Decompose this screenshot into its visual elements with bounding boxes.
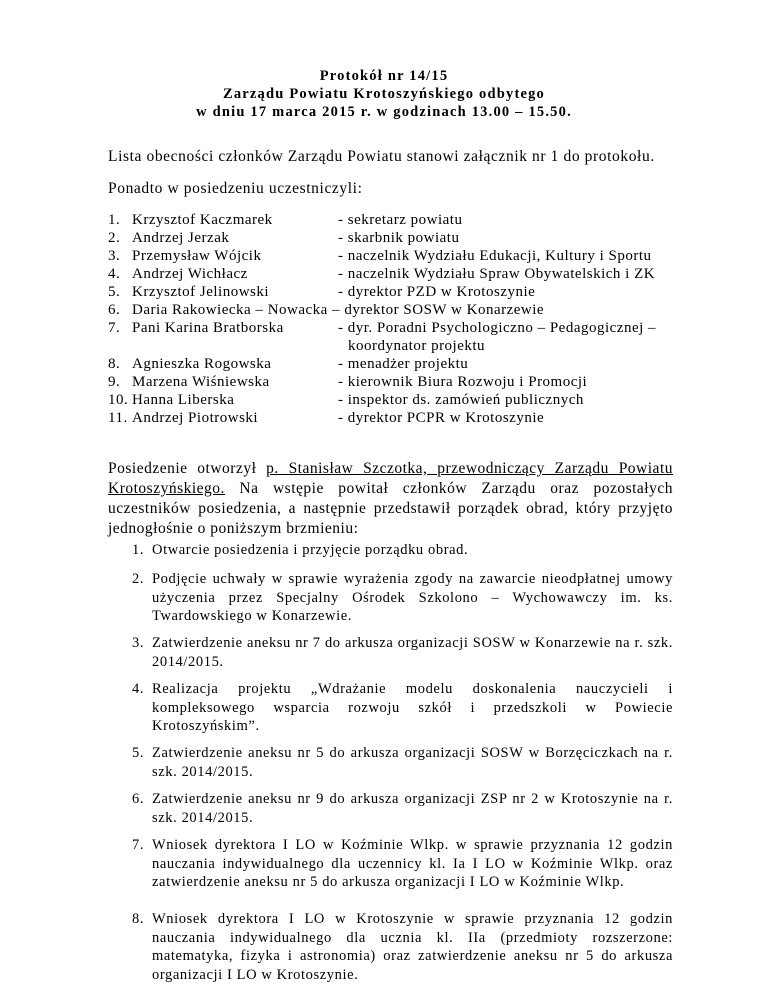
board-name: Zarządu Powiatu Krotoszyńskiego odbytego [222, 86, 546, 102]
attendee-role: - skarbnik powiatu [338, 230, 460, 246]
agenda-number: 4. [132, 681, 145, 697]
agenda-text: Otwarcie posiedzenia i przyjęcie porządku obrad. [152, 542, 469, 558]
attendee-role: - dyrektor PCPR w Krotoszynie [338, 410, 545, 426]
attendee-number: 6. [108, 302, 121, 318]
attendee-name: Marzena Wiśniewska [132, 374, 270, 390]
attendee-number: 8. [108, 356, 121, 372]
opening-paragraph [108, 459, 673, 539]
attendee-name: Andrzej Wichłacz [132, 266, 248, 282]
agenda-item [132, 541, 673, 560]
also-present-label: Ponadto w posiedzeniu uczestniczyli: [108, 180, 363, 197]
attendee-name: Agnieszka Rogowska [132, 356, 272, 372]
agenda-text: Zatwierdzenie aneksu nr 9 do arkusza organizacji ZSP nr 2 w Krotoszynie na r. szk. 2014/2015. [152, 791, 673, 826]
attendee-number: 9. [108, 374, 121, 390]
agenda-item [132, 680, 673, 736]
attendee-name: Andrzej Piotrowski [132, 410, 259, 426]
agenda-text: Wniosek dyrektora I LO w Krotoszynie w sprawie przyznania 12 godzin nauczania indywidualnego dla ucznia kl. IIa (przedmioty rozszerzone: matematyka, fizyka i astronomia) oraz zatwierdzenie aneksu nr 5 do arkusza organizacji I LO w Krotoszynie. [152, 911, 673, 983]
attendee-role: - naczelnik Wydziału Spraw Obywatelskich i ZK [338, 266, 656, 282]
attendee-role: - dyrektor PZD w Krotoszynie [338, 284, 536, 300]
attendee-number: 4. [108, 266, 121, 282]
agenda-text: Wniosek dyrektora I LO w Koźminie Wlkp. w sprawie przyznania 12 godzin nauczania indywidualnego dla uczennicy kl. Ia I LO w Koźminie Wlkp. oraz zatwierdzenie aneksu nr 5 do arkusza organizacji I LO w Koźminie Wlkp. [152, 837, 673, 890]
attendee-role: - sekretarz powiatu [338, 212, 463, 228]
agenda-item [132, 570, 673, 626]
agenda-number: 3. [132, 635, 145, 651]
attendee-name: Daria Rakowiecka – Nowacka – dyrektor SOSW w Konarzewie [132, 302, 545, 318]
agenda-item [132, 634, 673, 671]
chairman-name: p. Stanisław Szczotka, przewodniczący Zarządu Powiatu Krotoszyńskiego. [108, 460, 673, 497]
opening-text: Na wstępie powitał członków Zarządu oraz pozostałych uczestników posiedzenia, a następnie przedstawił porządek obrad, który przyjęto jednogłośnie o poniższym brzmieniu: [108, 480, 673, 537]
meeting-date: w dniu 17 marca 2015 r. w godzinach 13.00 – 15.50. [196, 104, 572, 120]
attendee-name: Pani Karina Bratborska [132, 320, 284, 336]
attendee-number: 2. [108, 230, 121, 246]
attendee-role: - kierownik Biura Rozwoju i Promocji [338, 374, 588, 390]
attendee-role: - inspektor ds. zamówień publicznych [338, 392, 584, 408]
agenda-number: 2. [132, 571, 145, 587]
agenda-text: Podjęcie uchwały w sprawie wyrażenia zgody na zawarcie nieodpłatnej umowy użyczenia przez Specjalny Ośrodek Szkolono – Wychowawczy im. ks. Twardowskiego w Konarzewie. [152, 571, 673, 624]
attendee-role: koordynator projektu [348, 338, 486, 354]
attendance-note: Lista obecności członków Zarządu Powiatu stanowi załącznik nr 1 do protokołu. [108, 148, 655, 165]
agenda-item [132, 744, 673, 781]
agenda-text: Zatwierdzenie aneksu nr 7 do arkusza organizacji SOSW w Konarzewie na r. szk. 2014/2015. [152, 635, 673, 670]
opening-prefix: Posiedzenie otworzył [108, 460, 267, 477]
protocol-title: Protokół nr 14/15 [319, 68, 449, 84]
agenda-number: 7. [132, 837, 145, 853]
attendee-name: Hanna Liberska [132, 392, 235, 408]
agenda-number: 8. [132, 911, 145, 927]
attendee-name: Krzysztof Kaczmarek [132, 212, 273, 228]
attendee-number: 5. [108, 284, 121, 300]
attendee-role: - menadżer projektu [338, 356, 469, 372]
attendee-number: 1. [108, 212, 121, 228]
attendee-number: 11. [108, 410, 128, 426]
agenda-number: 6. [132, 791, 145, 807]
attendee-name: Przemysław Wójcik [132, 248, 262, 264]
agenda-item [132, 910, 673, 984]
agenda-item [132, 790, 673, 827]
attendee-name: Krzysztof Jelinowski [132, 284, 270, 300]
agenda-text: Realizacja projektu „Wdrażanie modelu doskonalenia nauczycieli i kompleksowego wsparcia rozwoju szkół i przedszkoli w Powiecie Krotoszyńskim”. [152, 681, 673, 734]
agenda-number: 5. [132, 745, 145, 761]
agenda-number: 1. [132, 542, 145, 558]
agenda-item [132, 836, 673, 892]
attendee-number: 7. [108, 320, 121, 336]
attendee-role: - dyr. Poradni Psychologiczno – Pedagogicznej – [338, 320, 657, 336]
attendee-number: 3. [108, 248, 121, 264]
attendee-name: Andrzej Jerzak [132, 230, 230, 246]
attendee-role: - naczelnik Wydziału Edukacji, Kultury i Sportu [338, 248, 652, 264]
attendee-number: 10. [108, 392, 129, 408]
agenda-text: Zatwierdzenie aneksu nr 5 do arkusza organizacji SOSW w Borzęciczkach na r. szk. 2014/2015. [152, 745, 673, 780]
